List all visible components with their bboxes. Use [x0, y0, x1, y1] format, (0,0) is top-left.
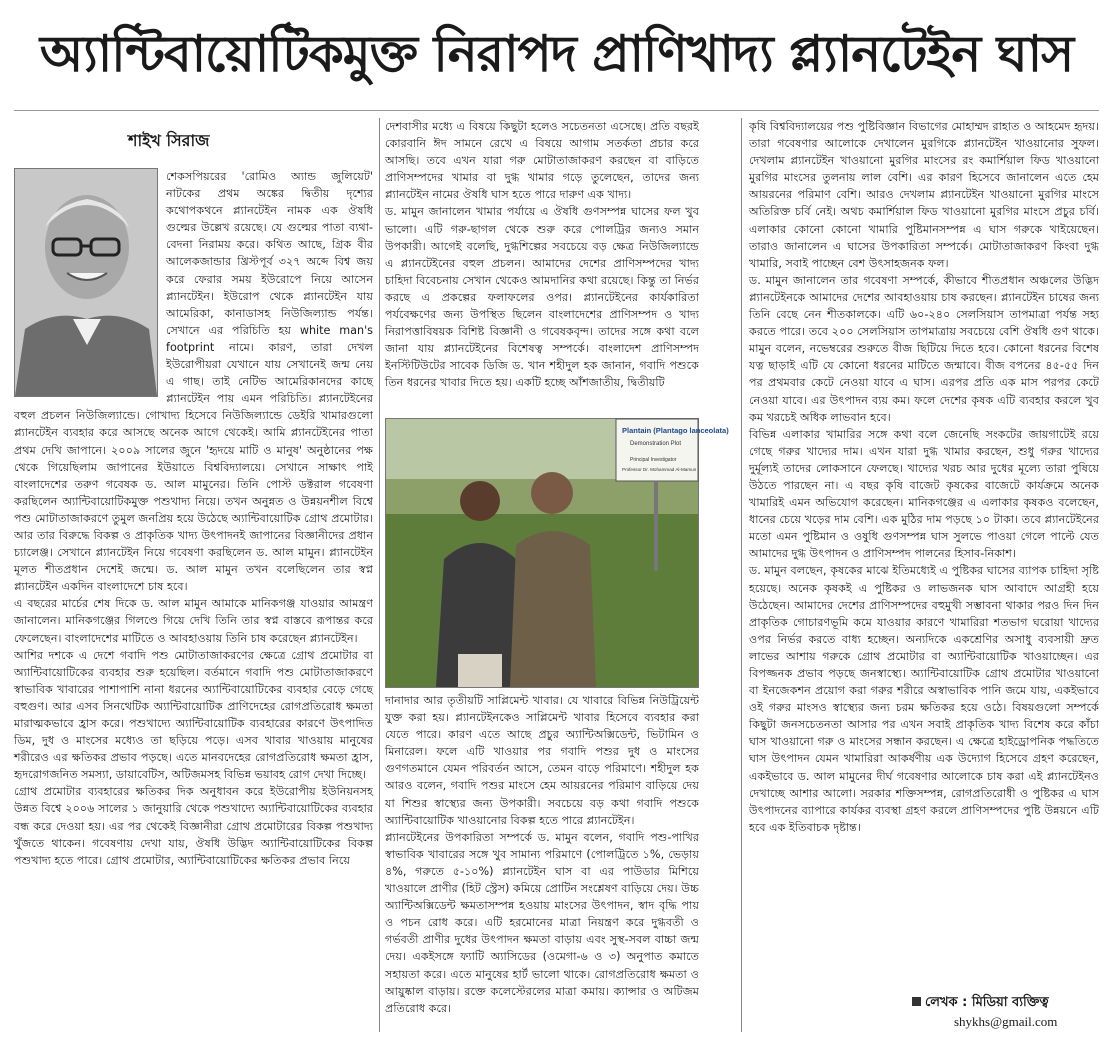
article-column-2-bottom [385, 692, 699, 1034]
paragraph: গ্রোথ প্রমোটার ব্যবহারের ক্ষতিকর দিক অনুধাবন করে ইউরোপীয় ইউনিয়নসহ উন্নত বিশ্বে ২০০৬ সালের ১ জানুয়ারি থেকে পশুখাদ্যে অ্যান্টিবায়োটিকের ব্যবহার বন্ধ করে দেওয়া হয়। এর পর থেকেই বিজ্ঞানীরা গ্রোথ প্রমোটারের বিকল্প পশুখাদ্য খুঁজতে থাকেন। গবেষণায় দেখা যায়, ঔষধি উদ্ভিদ অ্যান্টিবায়োটিকের বিকল্প পশুখাদ্য হতে পারে। গ্রোথ প্রমোটার, অ্যান্টিবায়োটিকের ক্ষতিকর প্রভাব নিয়ে [14, 785, 373, 867]
headline-rule [14, 110, 1099, 111]
article-column-3 [749, 118, 1099, 984]
paragraph: বিভিন্ন এলাকার খামারির সঙ্গে কথা বলে জেনেছি সংকটের জায়গাটেই রয়ে গেছে গরুর খাদ্যের দাম। এখন যারা দুগ্ধ খামার করছেন, শুধু গরুর খাদ্যের দুর্মূল্যই তাদের লোকসানে ফেলছে। খাদ্যের খরচ আর দুধের মূল্যে তারা পুষিয়ে উঠতে পারছেন না। এ বছর কৃষি বাজেট কৃষকের বাজেটে কার্যক্রমে অনেক খামারিই এমন অভিযোগ করেছেন। মানিকগঞ্জের এ এলাকার কৃষকও বলেছেন, ধানের চেয়ে খড়ের দাম বেশি। এক মুঠির দাম পড়ছে ১০ টাকা। তবে প্ল্যানটেইনের মতো এমন পুষ্টিমান ও ওষুধি গুণসম্পন্ন ঘাস সুলভে পাওয়া গেলে পাল্টে যেত আমাদের দুগ্ধ উৎপাদন ও প্রাণিসম্পদ পালনের হিসাব-নিকাশ। [749, 427, 1099, 561]
paragraph: প্ল্যানটেইনের উপকারিতা সম্পর্কে ড. মামুন বলেন, গবাদি পশু-পাখির স্বাভাবিক খাবারের সঙ্গে খুব সামান্য পরিমাণে (পোলট্রিতে ১%, ভেড়ায় ৪%, গরুতে ৫-১০%) প্ল্যানটেইন ঘাস বা এর পাউডার মিশিয়ে খাওয়ালে প্রাণীর (হিট স্ট্রেস) কমিয়ে প্রোটিন সংশ্লেষণ বাড়িয়ে দেয়। উচ্চ অ্যান্টিঅক্সিডেন্ট ক্ষমতাসম্পন্ন হওয়ায় মাংসের উৎপাদন, স্বাদ বৃদ্ধি পায় ও পচন রোধ করে। এটি হরমোনের মাত্রা নিয়ন্ত্রণ করে দুগ্ধবতী ও গর্ভবতী প্রাণীর দুধের উৎপাদন ক্ষমতা বাড়ায় এবং সুস্থ-সবল বাচ্চা জন্ম দেয়। একইসঙ্গে ফ্যাটি অ্যাসিডের (ওমেগা-৬ ও ৩) অনুপাত কমাতে সহায়তা করে। এতে মানুষের হার্ট ভালো থাকে। রোগপ্রতিরোধ ক্ষমতা ও আয়ুষ্কাল বাড়ায়। রক্তে কলেস্টেরলের মাত্রা কমায়। ক্যান্সার ও অটিজম প্রতিরোধ করে। [385, 830, 699, 1015]
paragraph: ড. মামুন জানালেন তার গবেষণা সম্পর্কে, কীভাবে শীতপ্রধান অঞ্চলের উদ্ভিদ প্ল্যানটেইনকে আমাদের দেশের আবহাওয়ায় চাষ করছেন। প্ল্যানটেইন চাষের জন্য তিনি বেছে নেন শীতকালকে। এটি ৬০-২৪০ সেলসিয়াস তাপমাত্রা পর্যন্ত সহ্য করতে পারে। তবে ২০০ সেলসিয়াস তাপমাত্রায় সবচেয়ে বেশি ঔষধি গুণ থাকে। মামুন বলেন, নভেম্বরের শুরুতে বীজ ছিটিয়ে দিতে হবে। কোনো ধরনের বিশেষ যত্ন ছাড়াই এটি যে কোনো ধরনের মাটিতে জন্মাবে। বীজ বপনের ৪৫-৫৫ দিন পর প্রথমবার কেটে নেওয়া যাবে এ ঘাস। এরপর প্রতি এক মাস পরপর কেটে নেওয়া যাবে। এর উৎপাদন ব্যয় কম। ফলে দেশের কৃষক এটি ব্যবহার করলে খুব কম খরচেই অধিক লাভবান হবে। [749, 273, 1099, 424]
article-column-2-top [385, 118, 699, 414]
paragraph: দেশবাসীর মধ্যে এ বিষয়ে কিছুটা হলেও সচেতনতা এসেছে। প্রতি বছরই কোরবানি ঈদ সামনে রেখে এ বিষয়ে আগাম সতর্কতা প্রচার করে আসছি। তবে এখন যারা গরু মোটাতাজাকরণ করছেন বা বাড়িতে প্রাণিসম্পদের খামার বা দুগ্ধ খামার গড়ে তুলেছেন, তাদের জন্য প্ল্যানটেইন নামের ঔষধি ঘাস হতে পারে দারুণ এক খাদ্য। [385, 120, 699, 202]
writer-credit [912, 993, 1049, 1014]
square-bullet-icon [912, 997, 921, 1006]
paragraph: শেকসপিয়রের 'রোমিও অ্যান্ড জুলিয়েট' নাটকের প্রথম অঙ্কের দ্বিতীয় দৃশ্যের কথোপকথনে প্ল্যানটেইন নামক এক ঔষধি গুল্মের উল্লেখ রয়েছে। যে গুল্মের পাতা ব্যথা-বেদনা নিরাময় করে। কথিত আছে, গ্রিক বীর আলেকজান্ডার খ্রিস্টপূর্ব ৩২৭ অব্দে বিশ্ব জয় করে ফেরার সময় ইউরোপে নিয়ে আসেন প্ল্যানটেইন। ইউরোপ থেকে প্ল্যানটেইন যায় আমেরিকা, কানাডাসহ নিউজিল্যান্ড পর্যন্ত। সেখানে এর পরিচিতি হয় white man's footprint নামে। কারণ, তারা দেখল ইউরোপীয়রা যেখানে যায় সেখানেই জন্ম নেয় এ গাছ। তাই নেটিভ আমেরিকানদের কাছে প্ল্যানটেইন পায় এমন পরিচিতি। প্ল্যানটেইনের বহুল প্রচলন নিউজিল্যান্ডে। গোখাদ্য হিসেবে নিউজিল্যান্ডে ডেইরি খামারগুলো প্ল্যানটেইন ব্যবহার করে আসছে অনেক আগে থেকেই। আমি প্ল্যানটেইনের পাতা প্রথম দেখি জাপানে। ২০০৯ সালের জুনে 'হৃদয়ে মাটি ও মানুষ' অনুষ্ঠানের পক্ষ থেকে গিয়েছিলাম জাপানের ইউয়াতে বিশ্ববিদ্যালয়ে। সেখানে সাক্ষাৎ পাই বাংলাদেশের তরুণ গবেষক ড. আল মামুনের। তিনি পোস্ট ডক্টরাল গবেষণা করছিলেন অ্যান্টিবায়োটিকমুক্ত পশুখাদ্য নিয়ে। তখন অনুন্নত ও উন্নয়নশীল বিশ্বে পশু মোটাতাজাকরণে তুমুল জনপ্রিয় হয়ে উঠেছে অ্যান্টিবায়োটিক গ্রোথ প্রমোটার। আর তার বিরুদ্ধে বিকল্প ও প্রাকৃতিক খাদ্য উৎপাদনই জাপানের বিজ্ঞানীদের প্রধান চ্যালেঞ্জ। সেখানে প্ল্যানটেইন নিয়ে গবেষণা করছিলেন ড. আল মামুন। প্ল্যানটেইন মূলত শীতপ্রধান দেশেই জন্মে। ড. আল মামুন তখন বলেছিলেন তার স্বপ্ন প্ল্যানটেইন একদিন বাংলাদেশে চাষ হবে। [14, 170, 373, 594]
field-photo [385, 418, 729, 688]
author-portrait [14, 168, 158, 397]
headline: অ্যান্টিবায়োটিকমুক্ত নিরাপদ প্রাণিখাদ্য প্ল্যানটেইন ঘাস [39, 25, 1074, 83]
sign-title: Plantain (Plantago lanceolata) [622, 426, 729, 435]
column-divider [741, 118, 742, 1032]
paragraph: ড. মামুন জানালেন খামার পর্যায়ে এ ঔষধি গুণসম্পন্ন ঘাসের ফল খুব ভালো। এটি গরু-ছাগল থেকে শুরু করে পোলট্রির জন্যও সমান উপকারী। আগেই বলেছি, দুগ্ধশিল্পের সবচেয়ে বড় ক্ষেত্র নিউজিল্যান্ডে এ প্ল্যানটেইনের বহুল প্রচলন। আমাদের দেশের প্রাণিসম্পদের খাদ্য চাহিদা বিবেচনায় সেখান থেকেও আমদানির কথা রয়েছে। কিন্তু তা নির্ভর করছে এ প্রকল্পের ফলাফলের ওপর। প্ল্যানটেইনের কার্যকারিতা পর্যবেক্ষণের জন্য উপস্থিত ছিলেন বাংলাদেশের প্রাণিসম্পদ ও খাদ্য নিরাপত্তাবিষয়ক বিশিষ্ট বিজ্ঞানী ও গবেষকবৃন্দ। তাদের সঙ্গে কথা বলে জানা যায় প্ল্যানটেইনের বিশেষত্ব সম্পর্কে। বাংলাদেশ প্রাণিসম্পদ ইনস্টিটিউটের সাবেক ডিজি ড. খান শহীদুল হক জানান, গবাদি পশুকে তিন ধরনের খাবার দিতে হয়। একটি হচ্ছে আঁশজাতীয়, দ্বিতীয়টি [385, 205, 699, 390]
sign-investigator: Professor Dr. Mohammad Al-Mamun [622, 467, 697, 472]
author-byline: শাইখ সিরাজ [128, 131, 210, 150]
paragraph: আশির দশকে এ দেশে গবাদি পশু মোটাতাজাকরণের ক্ষেত্রে গ্রোথ প্রমোটার বা অ্যান্টিবায়োটিকের ব্যবহার শুরু হয়েছিল। বর্তমানে গবাদি পশু মোটাতাজাকরণে স্বাভাবিক খাবারের পাশাপাশি নানা ধরনের অ্যান্টিবায়োটিকের ব্যবহার বেড়ে গেছে বহুগুণ। আর এসব সিনথেটিক অ্যান্টিবায়োটিক প্রাণিদেহের রোগপ্রতিরোধ ক্ষমতা মারাত্মকভাবে হ্রাস করে। পশুখাদ্যে অ্যান্টিবায়োটিক ব্যবহারের কারণে উৎপাদিত ডিম, দুধ ও মাংসের মধ্যেও তা ছড়িয়ে পড়ে। এসব খাবার খাওয়ায় মানুষের শরীরেও এর ক্ষতিকর প্রভাব পড়ছে। এতে মানবদেহের রোগপ্রতিরোধ ক্ষমতা হ্রাস, হৃদরোগজনিত সমস্যা, ডায়াবেটিস, অটিজমসহ বিভিন্ন ভয়াবহ রোগ দেখা দিচ্ছে। [14, 648, 373, 782]
writer-label: লেখক : মিডিয়া ব্যক্তিত্ব [925, 995, 1049, 1010]
column-divider [379, 118, 380, 1032]
paragraph: দানাদার আর তৃতীয়টি সাপ্লিমেন্ট খাবার। যে খাবারে বিভিন্ন নিউট্রিয়েন্ট যুক্ত করা হয়। প্ল্যানটেইনকেও সাপ্লিমেন্ট খাবার হিসেবে ব্যবহার করা যেতে পারে। কারণ এতে আছে প্রচুর অ্যান্টিঅক্সিডেন্ট, ভিটামিন ও মিনারেল। ফলে এটি খাওয়ার পর গবাদি পশুর দুধ ও মাংসের গুণগতমানে যেমন পরিবর্তন আসে, তেমন বাড়ে পরিমাণে। শহীদুল হক আরও বলেন, গবাদি পশুর মাংসে হেম আয়রনের পরিমাণ বাড়িয়ে দেয় যা শিশুর স্বাস্থ্যের জন্য উপকারী। সবচেয়ে বড় কথা গবাদি পশুকে অ্যান্টিবায়োটিক খাওয়ানোর বিকল্প হতে পারে প্ল্যানটেইন। [385, 694, 699, 827]
article-column-1 [14, 168, 373, 1034]
paragraph: এ বছরের মার্চের শেষ দিকে ড. আল মামুন আমাকে মানিকগঞ্জ যাওয়ার আমন্ত্রণ জানালেন। মানিকগঞ্জের গিলণ্ডে গিয়ে দেখি তিনি তার স্বপ্ন বাস্তবে রূপান্তর করে ফেলেছেন। বাংলাদেশের মাটিতে ও আবহাওয়ায় তিনি চাষ করেছেন প্ল্যানটেইন। [14, 597, 373, 645]
author-email: shykhs@gmail.com [954, 1014, 1058, 1029]
sign-investigator-label: Principal Investigator [630, 457, 677, 463]
paragraph: কৃষি বিশ্ববিদ্যালয়ের পশু পুষ্টিবিজ্ঞান বিভাগের মোহাম্মদ রাহাত ও আহমেদ হৃদয়। তারা গবেষণার আলোকে দেখালেন মুরগিকে প্ল্যানটেইন খাওয়ানোর সুফল। দেখলাম প্ল্যানটেইন খাওয়ানো মুরগির মাংসের রং কমার্শিয়াল ফিড খাওয়ানো মুরগির মাংসের তুলনায় লাল বেশি। এর কারণ হিসেবে জানালেন এতে হেম আয়রনের পরিমাণ বেশি। আরও দেখলাম প্ল্যানটেইন খাওয়ানো মুরগির মাংসে অতিরিক্ত চর্বি নেই। অথচ কমার্শিয়াল ফিড খাওয়ানো মুরগির মাংসে প্রচুর চর্বি। এলাকার কোনো কোনো খামারি পুষ্টিমানসম্পন্ন এ ঘাস গরুকে খাইয়েছেন। তারাও জানালেন এ ঘাসের উপকারিতা সম্পর্কে। মোটাতাজাকরণ কিংবা দুগ্ধ খামারি, সবাই পাচ্ছেন বেশ উৎসাহজনক ফল। [749, 120, 1099, 270]
paragraph: ড. মামুন বলছেন, কৃষকের মাঝে ইতিমধ্যেই এ পুষ্টিকর ঘাসের ব্যাপক চাহিদা সৃষ্টি হয়েছে। অনেক কৃষকই এ পুষ্টিকর ও লাভজনক ঘাস আবাদে আগ্রহী হয়ে উঠেছেন। আমাদের দেশের প্রাণিসম্পদের বহুমুখী সম্ভাবনা থাকার পরও দিন দিন প্রাকৃতিক গোচারণভূমি কমে যাওয়ার কারণে খামারিরা শতভাগ ঘরোয়া খাদ্যের ওপর নির্ভর করতে বাধ্য হচ্ছেন। অন্যদিকে একশ্রেণির অসাধু ব্যবসায়ী দ্রুত লাভের আশায় গরুকে গ্রোথ প্রমোটার বা অ্যান্টিবায়োটিক খাওয়াচ্ছেন। এর বিপজ্জনক প্রভাব পড়ছে জনস্বাস্থ্যে। অ্যান্টিবায়োটিক গ্রোথ প্রমোটার খাওয়ানো বা ইনজেকশন প্রয়োগ করা গরুর শরীরে অস্বাভাবিক পানি জমে যায়, একইভাবে ওই গরুর মাংসও স্বাস্থ্যের জন্য চরম ক্ষতিকর হয়ে ওঠে। বিষয়গুলো সম্পর্কে কিছুটা জনসচেতনতা আসার পর এখন সবাই প্রাকৃতিক খাদ্য বিশেষ করে কাঁচা ঘাস খাওয়ানো গরু ও মাংসের সন্ধান করছেন। এ ক্ষেত্রে হাইড্রোপনিক পদ্ধতিতে ঘাস উৎপাদন যেমন খামারিরা আকর্ষণীয় এক উদ্যোগ হিসেবে গ্রহণ করেছেন, একইভাবে ড. আল মামুনের দীর্ঘ গবেষণার আলোকে চাষ করা এই প্ল্যানটেইনও দেখাচ্ছে আশার আলো। সরকার শক্তিসম্পন্ন, রোগপ্রতিরোধী ও পুষ্টিকর এ ঘাস উৎপাদনের ব্যাপারে কার্যকর ব্যবস্থা গ্রহণ করলে প্রাণিসম্পদের পুষ্টি উন্নয়নে এটি হবে এক ইতিবাচক দৃষ্টান্ত। [749, 564, 1099, 834]
sign-subtitle: Demonstration Plot [630, 441, 682, 447]
